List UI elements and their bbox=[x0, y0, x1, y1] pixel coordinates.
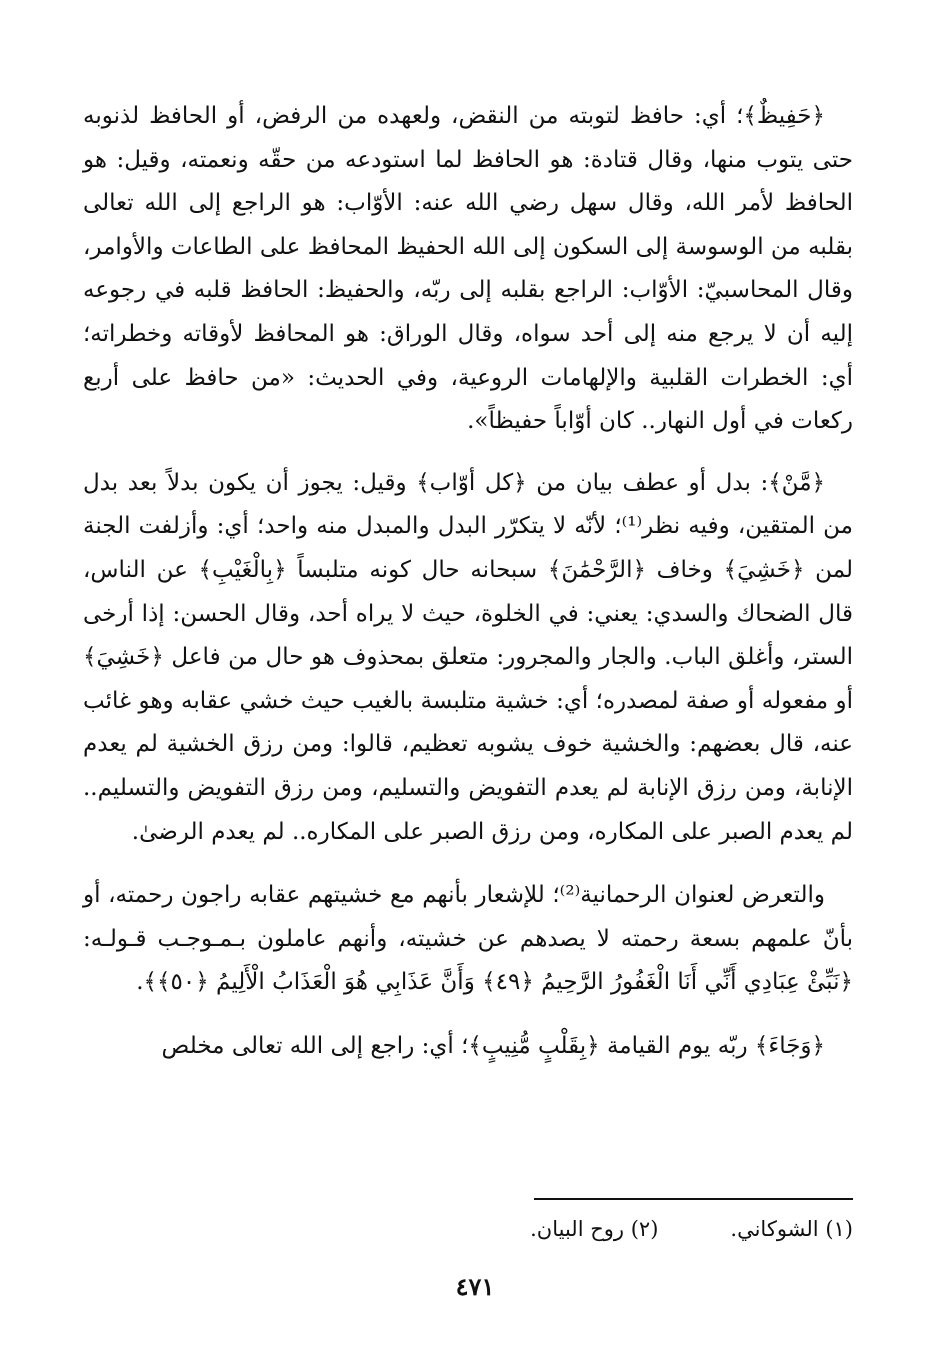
footnotes bbox=[260, 1214, 853, 1244]
main-text bbox=[83, 95, 853, 1068]
footnote-1: (١) الشوكاني. bbox=[730, 1217, 853, 1241]
paragraph-3: والتعرض لعنوان الرحمانية⁽²⁾؛ للإشعار بأنهم مع خشيتهم عقابه راجون رحمته، أو بأنّ علمهم بسعة رحمته لا يصدهم عن خشيته، وأنهم عاملون بـمـوجـب قـولـه: ﴿نَبِّئْ عِبَادِي أَنِّي أَنَا الْغَفُورُ الرَّحِيمُ ﴿٤٩﴾ وَأَنَّ عَذَابِي هُوَ الْعَذَابُ الْأَلِيمُ ﴿٥٠﴾﴾. bbox=[83, 882, 853, 996]
paragraph-1: ﴿حَفِيظٌ﴾؛ أي: حافظ لتوبته من النقض، ولعهده من الرفض، أو الحافظ لذنوبه حتى يتوب منها، وقال قتادة: هو الحافظ لما استودعه من حقّه ونعمته، وقيل: هو الحافظ لأمر الله، وقال سهل رضي الله عنه: الأوّاب: هو الراجع إلى الله تعالى بقلبه من الوسوسة إلى السكون إلى الله الحفيظ المحافظ على الطاعات والأوامر، وقال المحاسبيّ: الأوّاب: الراجع بقلبه إلى ربّه، والحفيظ: الحافظ قلبه في رجوعه إليه أن لا يرجع منه إلى أحد سواه، وقال الوراق: هو المحافظ لأوقاته وخطراته؛ أي: الخطرات القلبية والإلهامات الروعية، وفي الحديث: «من حافظ على أربع ركعات في أول النهار.. كان أوّاباً حفيظاً». bbox=[83, 103, 853, 435]
page-number: ٤٧١ bbox=[455, 1272, 495, 1301]
paragraph-4: ﴿وَجَاءَ﴾ ربّه يوم القيامة ﴿بِقَلْبٍ مُّنِيبٍ﴾؛ أي: راجع إلى الله تعالى مخلص bbox=[161, 1032, 825, 1059]
footnote-2: (٢) روح البيان. bbox=[530, 1217, 659, 1241]
paragraph-2: ﴿مَّنْ﴾: بدل أو عطف بيان من ﴿كل أوّاب﴾ وقيل: يجوز أن يكون بدلاً بعد بدل من المتقين، وفيه نظر⁽¹⁾؛ لأنّه لا يتكرّر البدل والمبدل منه واحد؛ أي: وأزلفت الجنة لمن ﴿خَشِيَ﴾ وخاف ﴿الرَّحْمَٰنَ﴾ سبحانه حال كونه متلبساً ﴿بِالْغَيْبِ﴾ عن الناس، قال الضحاك والسدي: يعني: في الخلوة، حيث لا يراه أحد، وقال الحسن: إذا أرخى الستر، وأغلق الباب. والجار والمجرور: متعلق بمحذوف هو حال من فاعل ﴿خَشِيَ﴾ أو مفعوله أو صفة لمصدره؛ أي: خشية متلبسة بالغيب حيث خشي عقابه وهو غائب عنه، قال بعضهم: والخشية خوف يشوبه تعظيم، قالوا: ومن رزق الخشية لم يعدم الإنابة، ومن رزق الإنابة لم يعدم التفويض والتسليم، ومن رزق التفويض والتسليم.. لم يعدم الصبر على المكاره، ومن رزق الصبر على المكاره.. لم يعدم الرضىٰ. bbox=[83, 469, 853, 845]
footnote-divider bbox=[534, 1198, 853, 1200]
